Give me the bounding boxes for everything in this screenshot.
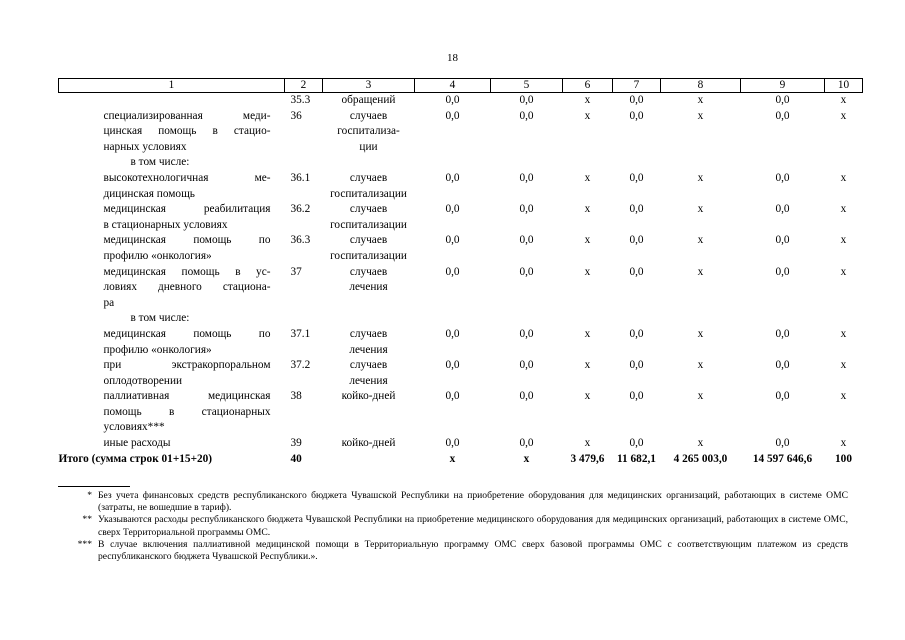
table-header-row [59, 79, 863, 93]
row-label [59, 233, 285, 264]
value-cell: х [840, 171, 847, 184]
unit-cell [323, 171, 415, 202]
row-label-line: иные расходы [103, 437, 171, 450]
value-cell: 0,0 [519, 327, 534, 340]
table-row [59, 155, 863, 171]
value-cell: 0,0 [445, 437, 460, 450]
value-cell: х [584, 437, 591, 450]
value-cell: х [840, 109, 847, 122]
total-cell: х [523, 452, 530, 465]
value-cell: 0,0 [775, 327, 790, 340]
table-row [59, 93, 863, 109]
value-cell: 0,0 [519, 203, 534, 216]
empty-cell [613, 311, 661, 327]
footnote-text: Указываются расходы республиканского бюджета Чувашской Республики на приобретение медицинского оборудования для медицинских организаций, работающих в системе ОМС, сверх Территориальной программы ОМС. [98, 514, 848, 538]
row-label-line: нарных условиях [103, 140, 187, 153]
unit-line: случаев [349, 203, 388, 216]
empty-cell [491, 311, 563, 327]
column-header: 9 [741, 79, 825, 93]
value-cell: 0,0 [445, 359, 460, 372]
total-label: Итого (сумма строк 01+15+20) [58, 452, 213, 465]
row-label-line: условиях*** [103, 421, 165, 434]
row-number: 36 [290, 109, 302, 122]
unit-line: случаев [349, 171, 388, 184]
unit-line: койко-дней [341, 390, 396, 403]
row-number: 38 [290, 390, 302, 403]
value-cell: х [697, 359, 704, 372]
row-number: 36.1 [290, 171, 311, 184]
table-row [59, 389, 863, 436]
value-cell: 0,0 [519, 390, 534, 403]
row-label-line: в стационарных условиях [103, 218, 228, 231]
total-row-number: 40 [290, 452, 302, 465]
empty-cell [415, 311, 491, 327]
value-cell: х [697, 265, 704, 278]
empty-cell [661, 155, 741, 171]
row-label-line: цинская помощь в стацио- [103, 125, 271, 138]
subheading-in-total: в том числе: [130, 156, 190, 169]
unit-cell [323, 202, 415, 233]
value-cell: 0,0 [775, 234, 790, 247]
value-cell: 0,0 [519, 94, 534, 106]
unit-line: лечения [349, 343, 388, 356]
table-row [59, 265, 863, 312]
value-cell: х [697, 234, 704, 247]
value-cell: х [840, 437, 847, 450]
subheading-in-total: в том числе: [130, 312, 190, 325]
table-row [59, 327, 863, 358]
value-cell: 0,0 [629, 109, 644, 122]
value-cell: 0,0 [775, 390, 790, 403]
value-cell: х [697, 327, 704, 340]
value-cell: х [697, 437, 704, 450]
row-label [59, 265, 285, 312]
unit-line: обращений [341, 94, 396, 106]
column-header: 4 [415, 79, 491, 93]
footnote-mark: ** [82, 514, 92, 526]
value-cell: х [840, 234, 847, 247]
value-cell: 0,0 [445, 203, 460, 216]
row-label [59, 436, 285, 452]
unit-line: ции [359, 140, 378, 153]
value-cell: 0,0 [445, 171, 460, 184]
row-label-line: профилю «онкология» [103, 249, 212, 262]
footnote [58, 539, 848, 563]
value-cell: 0,0 [519, 359, 534, 372]
value-cell: 0,0 [775, 171, 790, 184]
value-cell: 0,0 [629, 234, 644, 247]
total-cell: 100 [835, 452, 852, 465]
table-row [59, 311, 863, 327]
column-header: 2 [285, 79, 323, 93]
value-cell: х [697, 171, 704, 184]
column-header: 7 [613, 79, 661, 93]
column-header: 6 [563, 79, 613, 93]
empty-cell [415, 155, 491, 171]
value-cell: 0,0 [629, 203, 644, 216]
row-label-line: медицинская помощь по [103, 327, 271, 340]
value-cell: х [840, 265, 847, 278]
footnote-separator [58, 486, 130, 487]
row-label-line: при экстракорпоральном [103, 359, 271, 372]
value-cell: 0,0 [445, 234, 460, 247]
value-cell: 0,0 [519, 265, 534, 278]
empty-cell [661, 311, 741, 327]
empty-cell [323, 155, 415, 171]
column-header: 8 [661, 79, 741, 93]
page-number: 18 [447, 52, 458, 64]
total-cell: 3 479,6 [570, 452, 605, 465]
value-cell: 0,0 [519, 109, 534, 122]
column-header: 1 [59, 79, 285, 93]
empty-cell [323, 311, 415, 327]
row-label-line: профилю «онкология» [103, 343, 212, 356]
row-number: 36.2 [290, 203, 311, 216]
value-cell: 0,0 [445, 390, 460, 403]
value-cell: 0,0 [445, 94, 460, 106]
value-cell: 0,0 [775, 203, 790, 216]
value-cell: 0,0 [445, 265, 460, 278]
unit-line: койко-дней [341, 437, 396, 450]
row-label-line: дицинская помощь [103, 187, 195, 200]
table-row [59, 171, 863, 202]
unit-cell [323, 93, 415, 109]
value-cell: 0,0 [629, 359, 644, 372]
unit-cell [323, 358, 415, 389]
value-cell: х [584, 109, 591, 122]
value-cell: х [697, 109, 704, 122]
table-body [59, 93, 863, 452]
unit-line: случаев [349, 109, 388, 122]
value-cell: 0,0 [629, 390, 644, 403]
row-label-line: медицинская помощь по [103, 234, 271, 247]
value-cell: 0,0 [629, 94, 644, 106]
value-cell: 0,0 [519, 171, 534, 184]
footnote-mark: *** [77, 538, 92, 550]
empty-cell [825, 311, 863, 327]
row-label-line: оплодотворении [103, 374, 183, 387]
value-cell: 0,0 [775, 359, 790, 372]
value-cell: 0,0 [629, 171, 644, 184]
footnote [58, 490, 848, 514]
value-cell: х [697, 203, 704, 216]
value-cell: х [840, 327, 847, 340]
value-cell: х [584, 265, 591, 278]
value-cell: х [584, 327, 591, 340]
row-label-line: паллиативная медицинская [103, 390, 271, 403]
row-label [59, 389, 285, 436]
row-label-line: медицинская помощь в ус- [103, 265, 271, 278]
value-cell: 0,0 [629, 437, 644, 450]
empty-cell [285, 311, 323, 327]
financing-table [58, 78, 863, 467]
unit-line: госпитализации [330, 249, 407, 262]
column-header: 5 [491, 79, 563, 93]
value-cell: х [840, 390, 847, 403]
footnote-mark: * [87, 490, 92, 501]
empty-cell [563, 311, 613, 327]
table-row [59, 202, 863, 233]
total-unit-empty [323, 452, 415, 468]
unit-cell [323, 389, 415, 436]
total-cell: 11 682,1 [617, 452, 656, 465]
row-number: 39 [290, 437, 302, 450]
value-cell: х [584, 359, 591, 372]
unit-line: лечения [349, 281, 388, 294]
table-row [59, 358, 863, 389]
row-number: 37 [290, 265, 302, 278]
value-cell: х [584, 234, 591, 247]
unit-line: госпитализации [330, 218, 407, 231]
unit-cell [323, 265, 415, 312]
row-label [59, 171, 285, 202]
row-label-line: высокотехнологичная ме- [103, 171, 271, 184]
unit-cell [323, 109, 415, 156]
footnote [58, 514, 848, 538]
row-label-line: ра [103, 296, 115, 309]
unit-line: случаев [349, 327, 388, 340]
value-cell: 0,0 [775, 437, 790, 450]
value-cell: х [584, 171, 591, 184]
column-header: 3 [323, 79, 415, 93]
footnote-text: В случае включения паллиативной медицинской помощи в Территориальную программу ОМС сверх базовой программы ОМС с соответствующим платежом из средств республиканского бюджета Чувашской Республики.». [98, 538, 848, 563]
unit-line: госпитализа- [337, 125, 400, 138]
unit-cell [323, 327, 415, 358]
total-cell: 4 265 003,0 [673, 452, 728, 465]
empty-cell [825, 155, 863, 171]
empty-cell [741, 155, 825, 171]
unit-cell [323, 233, 415, 264]
unit-line: случаев [349, 265, 388, 278]
table-row [59, 436, 863, 452]
total-cell: х [449, 452, 456, 465]
value-cell: 0,0 [775, 109, 790, 122]
value-cell: х [584, 203, 591, 216]
value-cell: 0,0 [445, 327, 460, 340]
unit-cell [323, 436, 415, 452]
empty-cell [285, 155, 323, 171]
table-row [59, 109, 863, 156]
row-label [59, 93, 285, 109]
row-label [59, 358, 285, 389]
row-label [59, 327, 285, 358]
row-label-line: медицинская реабилитация [103, 203, 271, 216]
footnotes [58, 490, 848, 563]
empty-cell [613, 155, 661, 171]
unit-line: госпитализации [330, 187, 407, 200]
row-number: 37.1 [290, 327, 311, 340]
row-label [59, 109, 285, 156]
row-number: 36.3 [290, 234, 311, 247]
value-cell: 0,0 [629, 327, 644, 340]
unit-line: случаев [349, 234, 388, 247]
value-cell: х [840, 94, 847, 106]
value-cell: 0,0 [775, 94, 790, 106]
total-cell: 14 597 646,6 [752, 452, 813, 465]
value-cell: 0,0 [629, 265, 644, 278]
column-header: 10 [825, 79, 863, 93]
unit-line: случаев [349, 359, 388, 372]
empty-cell [491, 155, 563, 171]
value-cell: 0,0 [775, 265, 790, 278]
row-number: 37.2 [290, 359, 311, 372]
value-cell: х [584, 94, 591, 106]
value-cell: 0,0 [519, 234, 534, 247]
value-cell: х [584, 390, 591, 403]
total-row [59, 452, 863, 468]
footnote-text: Без учета финансовых средств республиканского бюджета Чувашской Республики на приобретение оборудования для медицинских организаций, работающих в системе ОМС (затраты, не вошедшие в тариф). [98, 490, 848, 514]
empty-cell [563, 155, 613, 171]
row-label-line: ловиях дневного стациона- [103, 281, 271, 294]
value-cell: х [840, 203, 847, 216]
value-cell: х [697, 390, 704, 403]
value-cell: 0,0 [445, 109, 460, 122]
row-label [59, 202, 285, 233]
value-cell: х [697, 94, 704, 106]
row-label-line: специализированная меди- [103, 109, 271, 122]
empty-cell [741, 311, 825, 327]
unit-line: лечения [349, 374, 388, 387]
value-cell: 0,0 [519, 437, 534, 450]
value-cell: х [840, 359, 847, 372]
table-row [59, 233, 863, 264]
row-label-line: помощь в стационарных [103, 405, 271, 418]
row-number: 35.3 [290, 94, 311, 106]
